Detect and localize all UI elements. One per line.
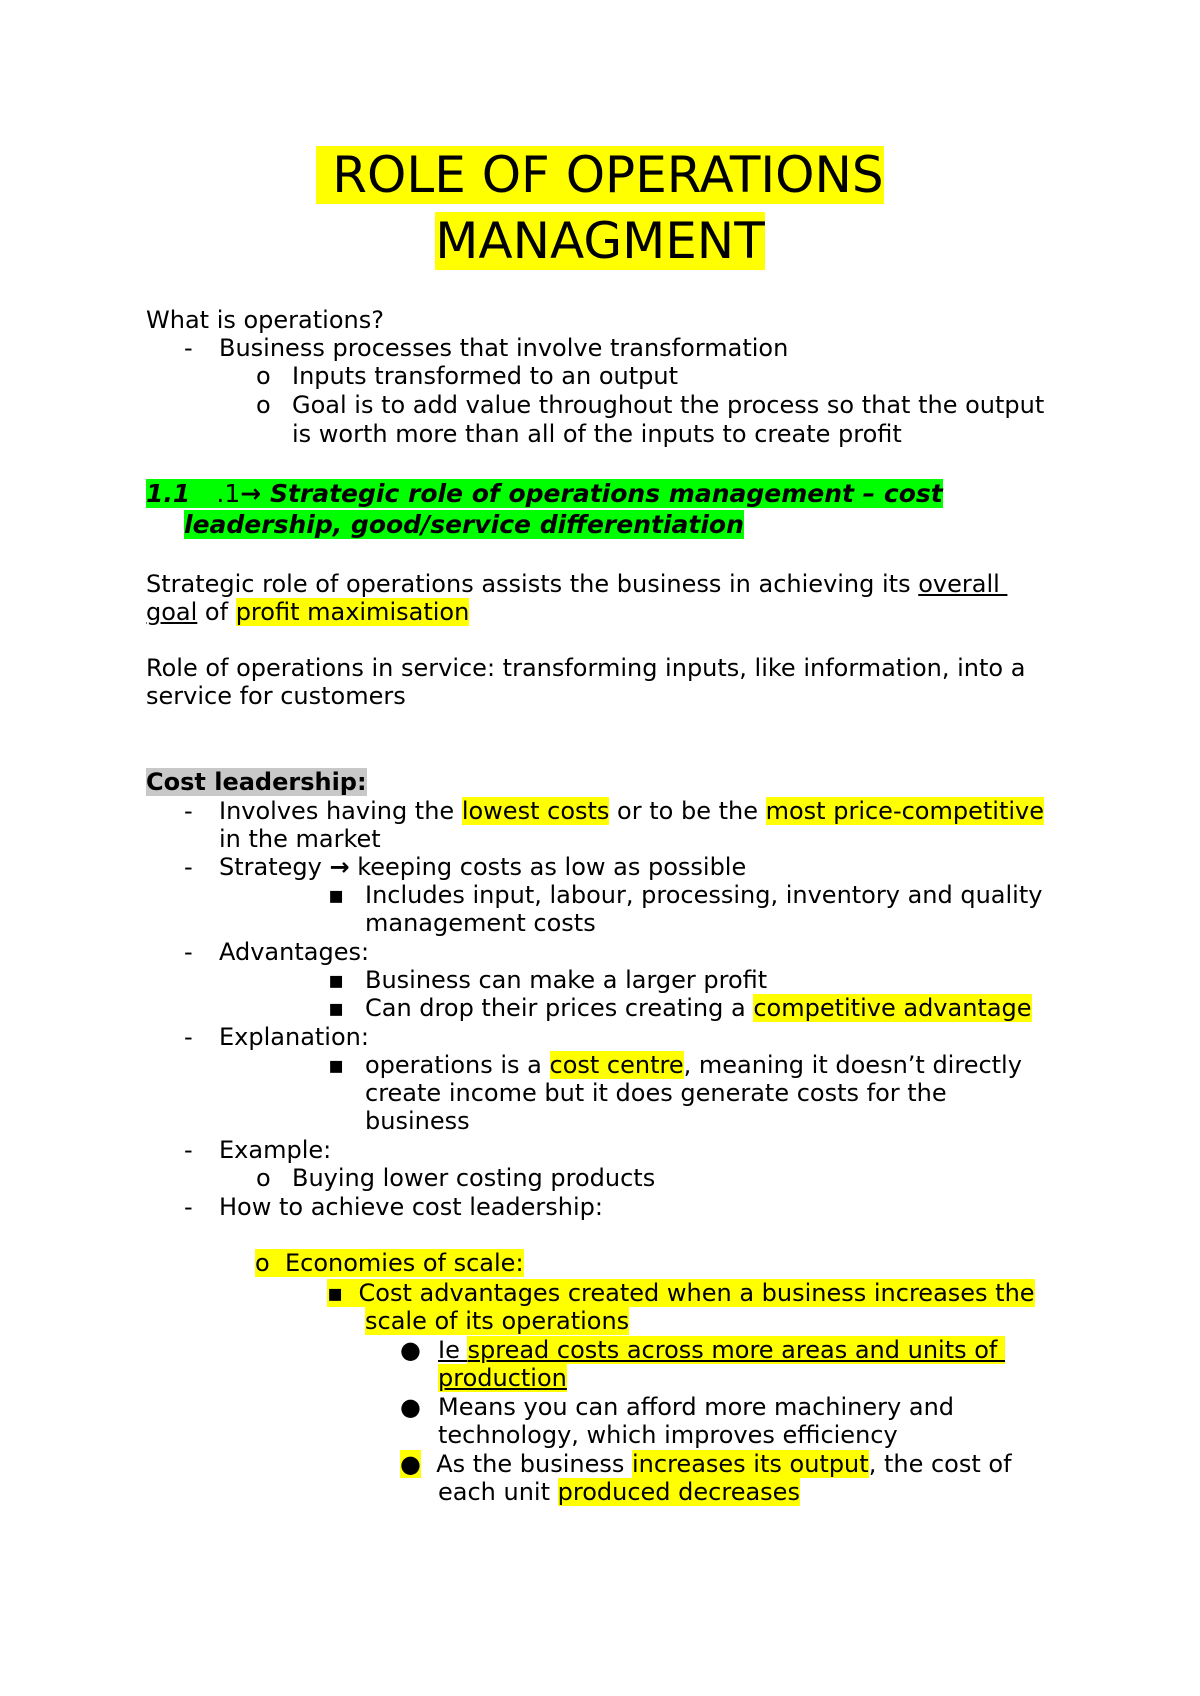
- square-bullet-icon: ▪: [327, 1279, 344, 1307]
- dash-marker: -: [184, 938, 193, 966]
- heading-text-2: leadership, good/service differentiation: [184, 510, 744, 539]
- dash-marker: -: [184, 1023, 193, 1051]
- eos-sub-1b: scale of its operations: [365, 1307, 630, 1335]
- heading-subnumber: .1: [216, 479, 241, 508]
- highlight-increases-output: increases its output: [632, 1450, 869, 1478]
- eos-detail-1-line-1: Ie spread costs across more areas and units of: [438, 1336, 1006, 1364]
- square-bullet-icon: ▪: [328, 881, 345, 909]
- cost-bullet-2: Strategy → keeping costs as low as possible: [219, 853, 747, 881]
- arrow-icon: →: [329, 853, 350, 881]
- square-bullet-icon: ▪: [328, 994, 345, 1022]
- title-line-2: [0, 208, 1200, 274]
- cost-bullet-3: Advantages:: [219, 938, 370, 966]
- intro-sub-1: Inputs transformed to an output: [292, 362, 678, 390]
- arrow-icon: →: [240, 479, 262, 508]
- intro-sub-2a: Goal is to add value throughout the process so that the output: [292, 391, 1045, 419]
- dash-marker: -: [184, 853, 193, 881]
- section-heading-line-2: [184, 509, 744, 540]
- heading-number: 1.1: [146, 479, 191, 508]
- paragraph-2-line-2: service for customers: [146, 682, 406, 710]
- eos-sub-1a: ▪ Cost advantages created when a business increases the: [327, 1279, 1035, 1307]
- explanation-line-2: create income but it does generate costs for the: [365, 1079, 947, 1107]
- eos-detail-3-line-2: each unit produced decreases: [438, 1478, 800, 1506]
- paragraph-2-line-1: Role of operations in service: transforming inputs, like information, into a: [146, 654, 1026, 682]
- para1-highlight: profit maximisation: [235, 598, 470, 626]
- dot-bullet-icon: ●: [400, 1450, 421, 1478]
- explanation-line-1: operations is a cost centre, meaning it doesn’t directly: [365, 1051, 1022, 1079]
- cost-bullet-1: Involves having the lowest costs or to be the most price-competitive: [219, 797, 1044, 825]
- para1-underline-1: overall: [918, 570, 1008, 598]
- intro-sub-2b: is worth more than all of the inputs to create profit: [292, 420, 902, 448]
- square-bullet-icon: ▪: [328, 1051, 345, 1079]
- circle-marker: o: [256, 362, 271, 390]
- circle-marker: o: [256, 391, 271, 419]
- dot-bullet-icon: ●: [400, 1393, 421, 1421]
- para1-part2: of: [197, 598, 236, 626]
- section-heading-line-1: [146, 478, 943, 509]
- highlight-produced-decreases: produced decreases: [557, 1478, 800, 1506]
- intro-question: What is operations?: [146, 306, 384, 334]
- cost-leadership-label: Cost leadership:: [146, 768, 367, 796]
- intro-bullet-1: Business processes that involve transformation: [219, 334, 789, 362]
- highlight-competitive-advantage: competitive advantage: [753, 994, 1032, 1022]
- dash-marker: -: [184, 1136, 193, 1164]
- title-text-2: MANAGMENT: [435, 212, 765, 270]
- highlight-cost-centre: cost centre: [549, 1051, 684, 1079]
- highlight-lowest-costs: lowest costs: [461, 797, 610, 825]
- advantage-2: Can drop their prices creating a competitive advantage: [365, 994, 1032, 1022]
- dash-marker: -: [184, 334, 193, 362]
- para1-part1: Strategic role of operations assists the business in achieving its: [146, 570, 919, 598]
- circle-marker: o: [256, 1164, 271, 1192]
- cost-bullet-1-line-2: in the market: [219, 825, 381, 853]
- title-text-1: ROLE OF OPERATIONS: [316, 146, 884, 204]
- circle-marker: o: [255, 1249, 270, 1277]
- highlight-price-competitive: most price-competitive: [765, 797, 1044, 825]
- paragraph-1-line-1: [146, 570, 1007, 599]
- square-bullet-icon: ▪: [328, 966, 345, 994]
- eos-detail-3-line-1: ● As the business increases its output, the cost of: [400, 1450, 1012, 1478]
- cost-bullet-4: Explanation:: [219, 1023, 369, 1051]
- paragraph-1-line-2: [146, 598, 469, 627]
- economies-of-scale: o Economies of scale:: [255, 1249, 524, 1277]
- eos-detail-2-line-1: Means you can afford more machinery and: [438, 1393, 955, 1421]
- dot-bullet-icon: ●: [400, 1336, 421, 1364]
- advantage-1: Business can make a larger profit: [365, 966, 768, 994]
- para1-underline-2: goal: [146, 598, 198, 626]
- title-line-1: [0, 142, 1200, 208]
- cost-bullet-2-sub-a: Includes input, labour, processing, inventory and quality: [365, 881, 1043, 909]
- heading-text-1: Strategic role of operations management – cost: [261, 479, 943, 508]
- highlight-spread-costs: spread costs across more areas and units of: [467, 1336, 1006, 1364]
- dash-marker: -: [184, 1193, 193, 1221]
- eos-detail-2-line-2: technology, which improves efficiency: [438, 1421, 898, 1449]
- explanation-line-3: business: [365, 1107, 470, 1135]
- example-1: Buying lower costing products: [292, 1164, 656, 1192]
- cost-bullet-5: Example:: [219, 1136, 332, 1164]
- eos-detail-1-line-2: production: [438, 1364, 567, 1392]
- cost-bullet-2-sub-b: management costs: [365, 909, 596, 937]
- cost-bullet-6: How to achieve cost leadership:: [219, 1193, 603, 1221]
- dash-marker: -: [184, 797, 193, 825]
